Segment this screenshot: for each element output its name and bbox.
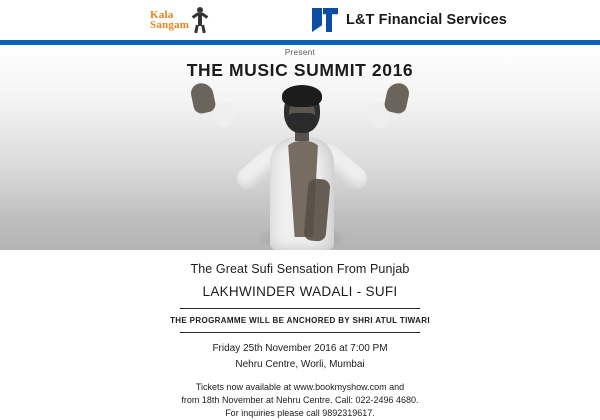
divider-bottom xyxy=(180,332,420,333)
present-label: Present xyxy=(284,48,316,57)
event-venue: Nehru Centre, Worli, Mumbai xyxy=(235,359,365,370)
kala-sangam-logo xyxy=(150,6,212,34)
event-date: Friday 25th November 2016 at 7:00 PM xyxy=(212,343,388,354)
divider-top xyxy=(180,308,420,309)
ticket-info-line1: Tickets now available at www.bookmyshow.com and xyxy=(195,382,405,392)
kala-sangam-logo-line1: Kala xyxy=(150,9,174,21)
kala-sangam-logo-line2: Sangam xyxy=(150,19,190,31)
event-title: THE MUSIC SUMMIT 2016 xyxy=(186,60,414,80)
anchor-note: THE PROGRAMME WILL BE ANCHORED BY SHRI ATUL TIWARI xyxy=(170,316,430,325)
ticket-info xyxy=(0,381,600,420)
performer-photo xyxy=(186,83,416,250)
ticket-info-line2: from 18th November at Nehru Centre. Call: 022-2496 4680. xyxy=(181,395,419,405)
artist-name: LAKHWINDER WADALI - SUFI xyxy=(202,284,398,299)
event-details xyxy=(0,250,600,418)
event-tagline: The Great Sufi Sensation From Punjab xyxy=(190,262,410,276)
dancer-figure-icon xyxy=(194,7,206,33)
lt-financial-services-name: L&T Financial Services xyxy=(346,12,507,28)
lt-monogram-icon xyxy=(312,8,338,32)
lt-financial-services-logo xyxy=(312,8,507,32)
ticket-info-line3: For inquiries please call 9892319617. xyxy=(225,408,375,418)
poster-header xyxy=(0,0,600,40)
hero-section xyxy=(0,45,600,250)
